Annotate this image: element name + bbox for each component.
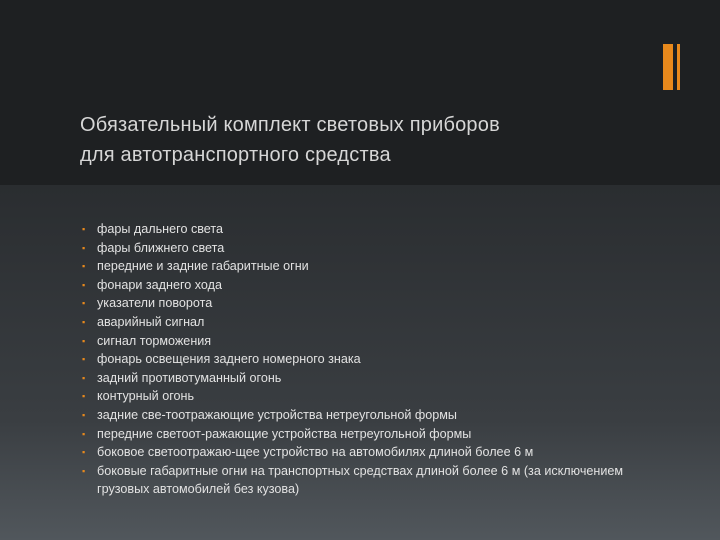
bullet-marker-icon: ▪ bbox=[82, 409, 86, 420]
bullet-text: аварийный сигнал bbox=[97, 314, 205, 329]
bullet-text: боковые габаритные огни на транспортных средствах длиной более 6 м (за исключением грузовых автомобилей без кузова) bbox=[97, 463, 624, 497]
bullet-text: передние и задние габаритные огни bbox=[97, 259, 309, 274]
slide-title-line-1: Обязательный комплект световых приборов bbox=[80, 114, 500, 136]
bullet-list bbox=[82, 220, 642, 499]
slide-title bbox=[80, 110, 660, 170]
bullet-item bbox=[82, 443, 642, 462]
bullet-marker-icon: ▪ bbox=[82, 261, 86, 272]
bullet-item bbox=[82, 257, 642, 276]
bullet-text: фары дальнего света bbox=[97, 222, 224, 236]
bullet-text: указатели поворота bbox=[97, 296, 213, 311]
bullet-text: фонарь освещения заднего номерного знака bbox=[97, 352, 361, 367]
bullet-text: задний противотуманный огонь bbox=[97, 370, 282, 385]
bullet-marker-icon: ▪ bbox=[82, 316, 86, 327]
bullet-marker-icon: ▪ bbox=[82, 447, 86, 458]
bullet-item bbox=[82, 406, 642, 425]
bullet-text: контурный огонь bbox=[97, 389, 195, 404]
bullet-item bbox=[82, 332, 642, 351]
bullet-text: фары ближнего света bbox=[97, 240, 225, 255]
bullet-marker-icon: ▪ bbox=[82, 391, 86, 402]
bullet-marker-icon: ▪ bbox=[82, 428, 86, 439]
bullet-marker-icon: ▪ bbox=[82, 372, 86, 383]
accent-bar-thick bbox=[663, 44, 673, 90]
bullet-text: сигнал торможения bbox=[97, 333, 212, 348]
bullet-marker-icon: ▪ bbox=[82, 242, 86, 253]
slide-title-line-2: для автотранспортного средства bbox=[80, 144, 391, 166]
bullet-item bbox=[82, 294, 642, 313]
bullet-marker-icon: ▪ bbox=[82, 465, 86, 476]
bullet-text: боковое светоотражаю-щее устройство на автомобилях длиной более 6 м bbox=[97, 445, 534, 460]
bullet-item bbox=[82, 350, 642, 369]
bullet-marker-icon: ▪ bbox=[82, 335, 86, 346]
bullet-item bbox=[82, 313, 642, 332]
bullet-item bbox=[82, 369, 642, 388]
bullet-item bbox=[82, 387, 642, 406]
bullet-item bbox=[82, 276, 642, 295]
bullet-marker-icon: ▪ bbox=[82, 354, 86, 365]
bullet-marker-icon: ▪ bbox=[82, 298, 86, 309]
bullet-marker-icon: ▪ bbox=[82, 279, 86, 290]
bullet-text: задние све-тоотражающие устройства нетреугольной формы bbox=[97, 407, 457, 422]
accent-bar-thin bbox=[677, 44, 680, 90]
bullet-item bbox=[82, 425, 642, 444]
bullet-marker-icon: ▪ bbox=[82, 224, 86, 234]
bullet-item bbox=[82, 239, 642, 258]
bullet-text: фонари заднего хода bbox=[97, 277, 223, 292]
bullet-item bbox=[82, 462, 642, 499]
bullet-item bbox=[82, 220, 642, 239]
bullet-text: передние светоот-ражающие устройства нетреугольной формы bbox=[97, 426, 472, 441]
